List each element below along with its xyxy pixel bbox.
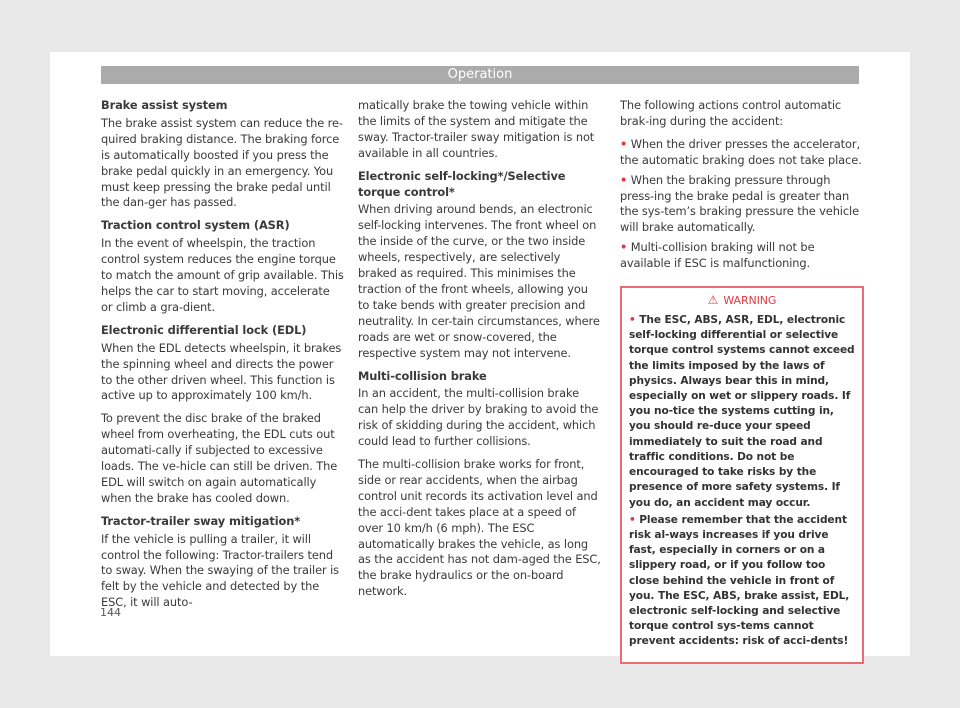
warning-title: WARNING — [723, 294, 777, 308]
heading-asr: Traction control system (ASR) — [101, 218, 290, 233]
warning-item: • Please remember that the accident risk al-ways increases if you drive fast, especially in corners or on a slippery road, or if you follow too close behind the vehicle in front of you. The ESC, ABS, brake assist, EDL, electronic self-locking and selective torque control sys-tems cannot prevent accidents: risk of acci-dents! — [629, 513, 850, 648]
paragraph-intro: The following actions control automatic brak-ing during the accident: — [620, 98, 842, 128]
paragraph-edl-2: To prevent the disc brake of the braked wheel from overheating, the EDL cuts out automati-cally if subjected to excessive loads. The ve-hicle can still be driven. The EDL will switch on again automatically when the brake has cooled down. — [101, 411, 338, 505]
page-number: 144 — [100, 606, 121, 619]
manual-page — [50, 52, 910, 656]
paragraph-multi-collision-1: In an accident, the multi-collision brake can help the driver by braking to avoid the risk of skidding during the accident, which could lead to further collisions. — [358, 386, 599, 449]
heading-multi-collision: Multi-collision brake — [358, 368, 487, 383]
paragraph-brake-assist: The brake assist system can reduce the re-quired braking distance. The braking force is automatically boosted if you press the brake pedal quickly in an emergency. You must keep pressing the brake pedal until the dan-ger has passed. — [101, 115, 343, 210]
list-item: • When the braking pressure through press-ing the brake pedal is greater than the sys-tem’s braking pressure the vehicle will brake automatically. — [620, 172, 860, 235]
warning-triangle-icon: ⚠ — [707, 293, 719, 308]
paragraph-multi-collision-2: The multi-collision brake works for front, side or rear accidents, when the airbag control unit records its activation level and the acci-dent takes place at a speed of over 10 km/h (6 mph). The ESC automatically brakes the vehicle, as long as the accident has not dam-aged the ESC, the brake hydraulics or the on-board network. — [358, 457, 601, 599]
column-3 — [620, 98, 863, 664]
bullet-icon: • — [629, 314, 636, 327]
paragraph-selective-torque: When driving around bends, an electronic self-locking intervenes. The front wheel on the inside of the curve, or the two inside wheels, respectively, are selectively braked as required. This minimises the traction of the front wheels, allowing you to take bends with greater precision and neutrality. In cer-tain circumstances, where roads are wet or snow-covered, the respective system may not intervene. — [358, 202, 600, 360]
warning-body — [622, 311, 862, 661]
heading-sway: Tractor-trailer sway mitigation* — [101, 513, 301, 528]
bullet-icon: • — [620, 240, 628, 255]
heading-brake-assist: Brake assist system — [101, 98, 228, 112]
paragraph-edl-1: When the EDL detects wheelspin, it brakes the spinning wheel and directs the power to the other driven wheel. This function is active up to approximately 100 km/h. — [101, 340, 342, 403]
heading-selective-torque: Electronic self-locking*/Selective torque control* — [358, 168, 566, 199]
warning-box — [620, 286, 864, 663]
list-item: • Multi-collision braking will not be available if ESC is malfunctioning. — [620, 240, 815, 271]
bullet-icon: • — [629, 513, 636, 526]
warning-header — [622, 288, 862, 311]
column-1 — [101, 98, 344, 618]
section-header: Operation — [101, 66, 859, 84]
paragraph-sway: If the vehicle is pulling a trailer, it will control the following: Tractor-trailers tend to sway. When the swaying of the trailer is felt by the vehicle and detected by the ESC, it will auto- — [101, 531, 339, 610]
paragraph-asr: In the event of wheelspin, the traction control system reduces the engine torque to match the amount of grip available. This helps the car to start moving, accelerate or climb a gra-dient. — [101, 236, 344, 314]
bullet-icon: • — [620, 136, 628, 151]
bullet-icon: • — [620, 172, 628, 187]
bullet-list — [620, 137, 863, 272]
warning-item: • The ESC, ABS, ASR, EDL, electronic self-locking differential or selective torque control systems cannot exceed the limits imposed by the laws of physics. Always bear this in mind, especially on wet or slippery roads. If you no-tice the systems cutting in, you should re-duce your speed immediately to suit the road and traffic conditions. Do not be encouraged to take risks by the presence of more safety systems. If you do, an accident may occur. — [629, 314, 855, 509]
paragraph-sway-continued: matically brake the towing vehicle within the limits of the system and mitigate the sway. Tractor-trailer sway mitigation is not available in all countries. — [358, 98, 595, 160]
list-item: • When the driver presses the accelerator, the automatic braking does not take place. — [620, 136, 862, 167]
column-2 — [358, 98, 601, 607]
heading-edl: Electronic differential lock (EDL) — [101, 322, 307, 337]
